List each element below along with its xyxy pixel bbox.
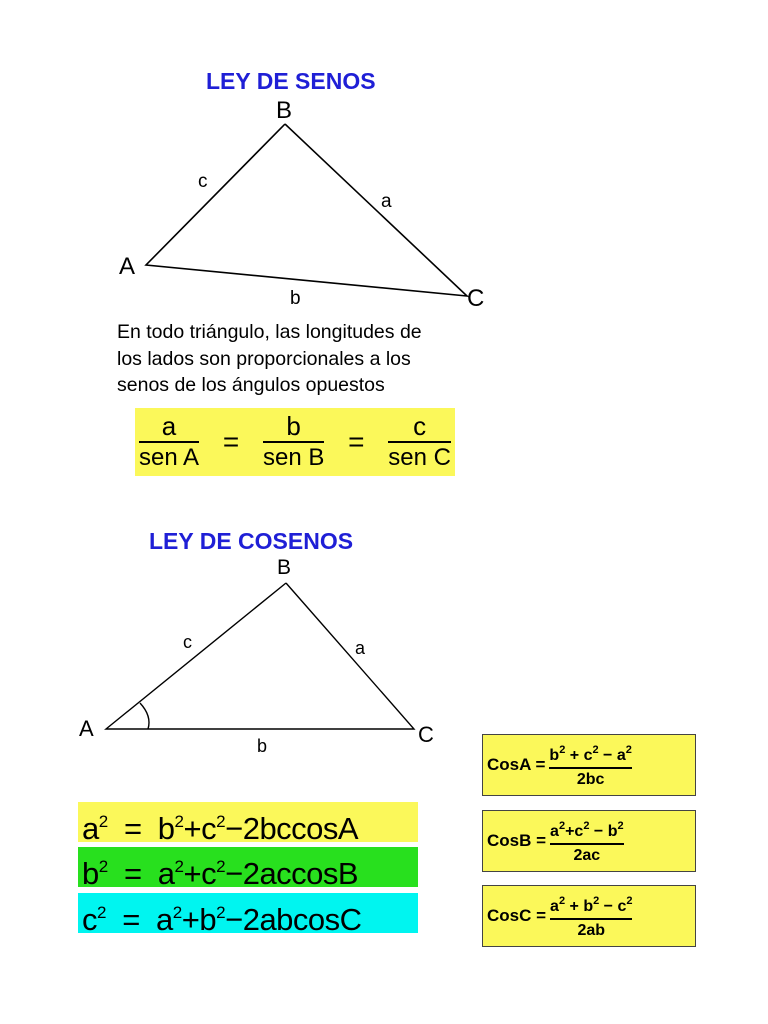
cosines-side-b: b <box>257 736 268 756</box>
fraction-a <box>139 411 199 473</box>
sines-title: LEY DE SENOS <box>206 68 376 94</box>
sines-vertex-c: C <box>467 285 485 312</box>
fraction-b <box>263 411 324 473</box>
sines-description <box>117 319 479 399</box>
cos-a-fraction: $b^2 + c^2 - a^2$ 2bc <box>549 744 632 788</box>
cosines-vertex-b: B <box>277 556 292 579</box>
equals-sign: = <box>348 426 365 457</box>
cosine-equation-c: $c^2 = a^2+b^2-2abcosC$ <box>78 893 418 933</box>
fraction-c <box>388 411 451 473</box>
cos-c-fraction: $a^2 + b^2 - c^2$ 2ab <box>550 895 633 939</box>
sines-side-c: c <box>198 171 208 192</box>
sines-vertex-a: A <box>119 253 136 280</box>
denominator: sen B <box>262 444 325 471</box>
sines-triangle <box>146 124 467 296</box>
denominator: sen A <box>139 444 200 471</box>
sines-formula <box>135 408 455 476</box>
angle-a-arc <box>140 703 149 729</box>
cos-b-formula: CosB = $a^2+c^2 - b^2$ 2ac <box>482 810 696 872</box>
description-line: los lados son proporcionales a los <box>117 347 411 370</box>
equals-sign: = <box>222 426 240 457</box>
sines-side-a: a <box>381 191 392 212</box>
cosines-vertex-a: A <box>79 716 94 741</box>
cosines-side-a: a <box>355 638 366 658</box>
cosine-equation-a: $a^2 = b^2+c^2-2bccosA$ <box>78 802 418 842</box>
cosines-title: LEY DE COSENOS <box>149 528 354 554</box>
description-line: senos de los ángulos opuestos <box>117 374 385 396</box>
numerator: a <box>161 411 177 441</box>
denominator: sen C <box>388 444 451 471</box>
sines-vertex-b: B <box>276 97 293 124</box>
cos-b-fraction: $a^2+c^2 - b^2$ 2ac <box>550 820 624 864</box>
numerator: c <box>413 411 427 441</box>
cos-c-formula: CosC = $a^2 + b^2 - c^2$ 2ab <box>482 885 696 947</box>
cos-a-formula: CosA = $b^2 + c^2 - a^2$ 2bc <box>482 734 696 796</box>
cosines-triangle <box>106 583 414 729</box>
sines-side-b: b <box>290 288 301 309</box>
numerator: b <box>286 411 301 441</box>
cosine-equation-b: $b^2 = a^2+c^2-2accosB$ <box>78 847 418 887</box>
description-line: En todo triángulo, las longitudes de <box>117 321 422 343</box>
cosines-side-c: c <box>183 632 192 652</box>
cosines-vertex-c: C <box>418 722 434 747</box>
